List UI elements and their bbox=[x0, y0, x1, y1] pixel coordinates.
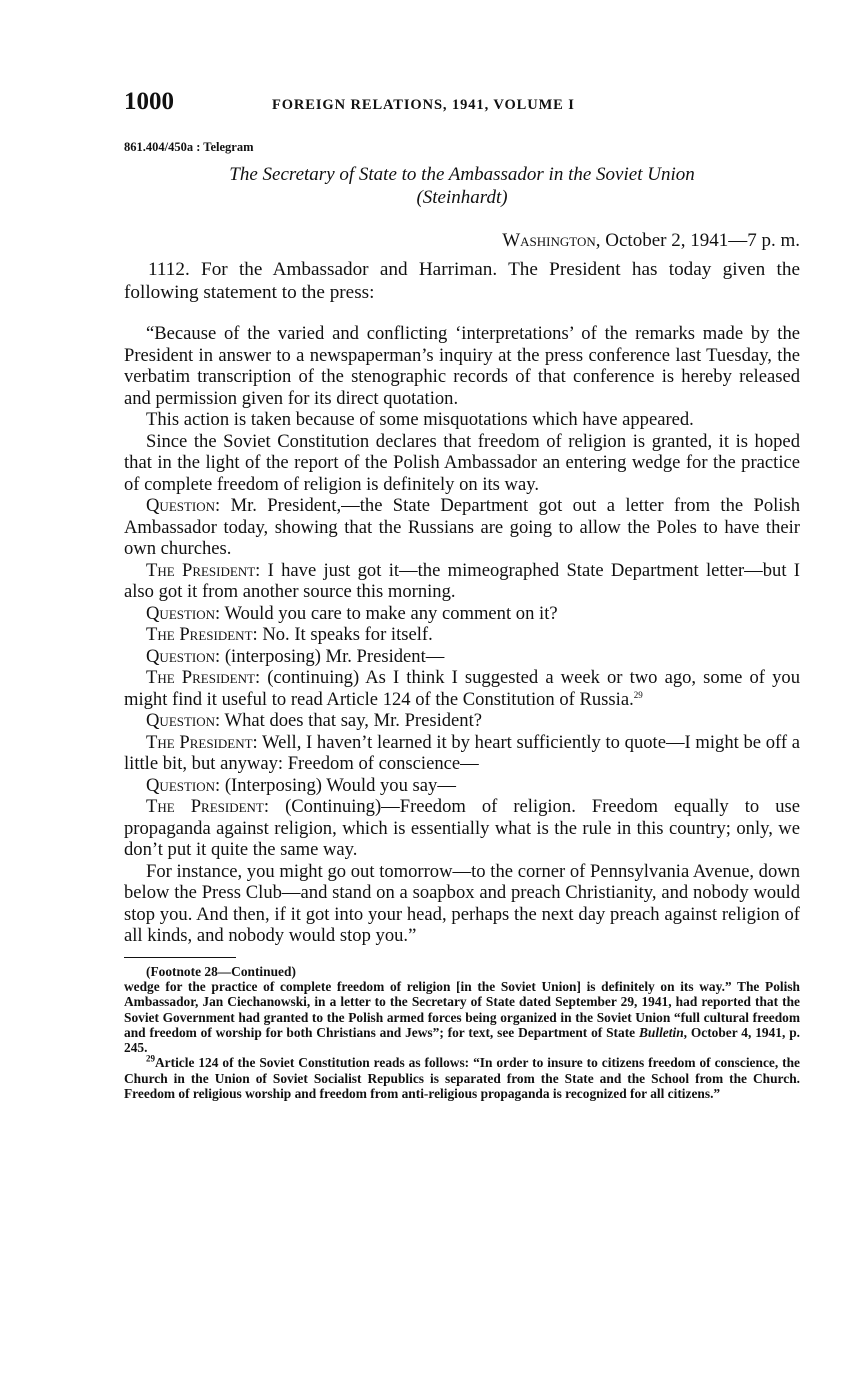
paragraph-text: “Because of the varied and conflicting ‘interpretations’ of the remarks made by the President in answer to a newspaperman’s inquiry at the press conference last Tuesday, the verbatim transcription of the stenographic records of that conference is hereby released and permission given for its direct quotation. bbox=[124, 323, 800, 409]
document-page bbox=[124, 88, 800, 1101]
footnote-divider bbox=[124, 957, 236, 958]
press-statement bbox=[124, 323, 800, 947]
footnote-marker: 29 bbox=[633, 689, 643, 700]
statement-paragraph bbox=[124, 323, 800, 409]
footnote-continued-label: (Footnote 28—Continued) bbox=[146, 963, 296, 979]
paragraph-text: : No. It speaks for itself. bbox=[252, 624, 433, 646]
document-title bbox=[124, 163, 800, 209]
file-reference: 861.404/450a : Telegram bbox=[124, 140, 254, 154]
statement-paragraph bbox=[124, 775, 800, 797]
title-line-1: The Secretary of State to the Ambassador in the Soviet Union bbox=[229, 164, 695, 185]
running-title: FOREIGN RELATIONS, 1941, VOLUME I bbox=[272, 97, 575, 113]
paragraph-text: : (Continuing)—Freedom of religion. Freedom equally to use propaganda against religion, which is essentially what is the rule in this country; only, we don’t put it quite the same way. bbox=[124, 796, 800, 861]
speaker: The President bbox=[146, 667, 255, 689]
statement-paragraph bbox=[124, 560, 800, 603]
paragraph-text: : (Interposing) Would you say— bbox=[215, 774, 456, 796]
footnote-28 bbox=[124, 979, 800, 1055]
telegram-intro: 1112. For the Ambassador and Harriman. The President has today given the following statement to the press: bbox=[124, 259, 800, 303]
speaker: The President bbox=[146, 559, 256, 581]
statement-paragraph bbox=[124, 603, 800, 625]
statement-paragraph bbox=[124, 861, 800, 947]
footnote-28-citation: , October 4, 1941, p. 245. bbox=[124, 1024, 800, 1056]
footnote-28-text: wedge for the practice of complete freedom of religion [in the Soviet Union] is definitely on its way.” The Polish Ambassador, Jan Ciechanowski, in a letter to the Secretary of State dated September 29, 1941, had reported that the Soviet Government had granted to the Polish armed forces being organized in the Soviet Union “full cultural freedom and freedom of worship for both Christians and Jews”; for text, see Department of State bbox=[124, 978, 800, 1040]
statement-paragraph bbox=[124, 732, 800, 775]
footnote-29-marker: 29 bbox=[146, 1054, 155, 1064]
paragraph-text: : Would you care to make any comment on it? bbox=[215, 602, 558, 624]
paragraph-text: : Mr. President,—the State Department got out a letter from the Polish Ambassador today, showing that the Russians are going to allow the Poles to have their own churches. bbox=[124, 495, 800, 560]
page-number: 1000 bbox=[124, 88, 174, 115]
speaker: The President bbox=[146, 624, 253, 646]
paragraph-text: : (continuing) As I think I suggested a week or two ago, some of you might find it useful to read Article 124 of the Constitution of Russia. bbox=[124, 667, 800, 710]
paragraph-text: : I have just got it—the mimeographed State Department letter—but I also got it from another source this morning. bbox=[124, 559, 800, 603]
statement-paragraph bbox=[124, 409, 800, 431]
speaker: Question bbox=[146, 774, 216, 796]
statement-paragraph bbox=[124, 624, 800, 646]
paragraph-text: This action is taken because of some misquotations which have appeared. bbox=[146, 409, 694, 431]
statement-paragraph bbox=[124, 796, 800, 861]
statement-paragraph bbox=[124, 667, 800, 710]
dateline bbox=[124, 229, 800, 252]
paragraph-text: : Well, I haven’t learned it by heart sufficiently to quote—I might be off a little bit, but anyway: Freedom of conscience— bbox=[124, 731, 800, 775]
paragraph-text: : (interposing) Mr. President— bbox=[215, 645, 445, 667]
statement-paragraph bbox=[124, 495, 800, 560]
running-head bbox=[124, 88, 800, 120]
statement-paragraph bbox=[124, 431, 800, 496]
speaker: Question bbox=[146, 495, 216, 517]
paragraph-text: For instance, you might go out tomorrow—to the corner of Pennsylvania Avenue, down below the Press Club—and stand on a soapbox and preach Christianity, and nobody would stop you. And then, if it got into your head, perhaps the next day preach against religion of all kinds, and nobody would stop you.” bbox=[124, 860, 800, 947]
speaker: Question bbox=[146, 710, 216, 732]
speaker: Question bbox=[146, 645, 216, 667]
statement-paragraph bbox=[124, 710, 800, 732]
paragraph-text: Since the Soviet Constitution declares that freedom of religion is granted, it is hoped that in the light of the report of the Polish Ambassador an entering wedge for the practice of complete freedom of religion is definitely on its way. bbox=[124, 430, 800, 495]
speaker: The President bbox=[146, 796, 264, 818]
speaker: The President bbox=[146, 731, 253, 753]
footnote-29-text: Article 124 of the Soviet Constitution reads as follows: “In order to insure to citizens freedom of conscience, the Church in the Union of Soviet Socialist Republics is separated from the State and the School from the Church. Freedom of religious worship and freedom from anti-religious propaganda is recognized for all citizens.” bbox=[124, 1055, 800, 1102]
footnote-28-publication: Bulletin bbox=[638, 1024, 684, 1040]
dateline-date: , October 2, 1941—7 p. m. bbox=[595, 230, 800, 251]
footnotes bbox=[124, 964, 800, 1102]
dateline-place: Washington bbox=[502, 230, 596, 251]
footnote-29 bbox=[124, 1055, 800, 1101]
paragraph-text: : What does that say, Mr. President? bbox=[215, 710, 483, 732]
title-line-2: (Steinhardt) bbox=[416, 187, 508, 208]
statement-paragraph bbox=[124, 646, 800, 668]
speaker: Question bbox=[146, 602, 216, 624]
